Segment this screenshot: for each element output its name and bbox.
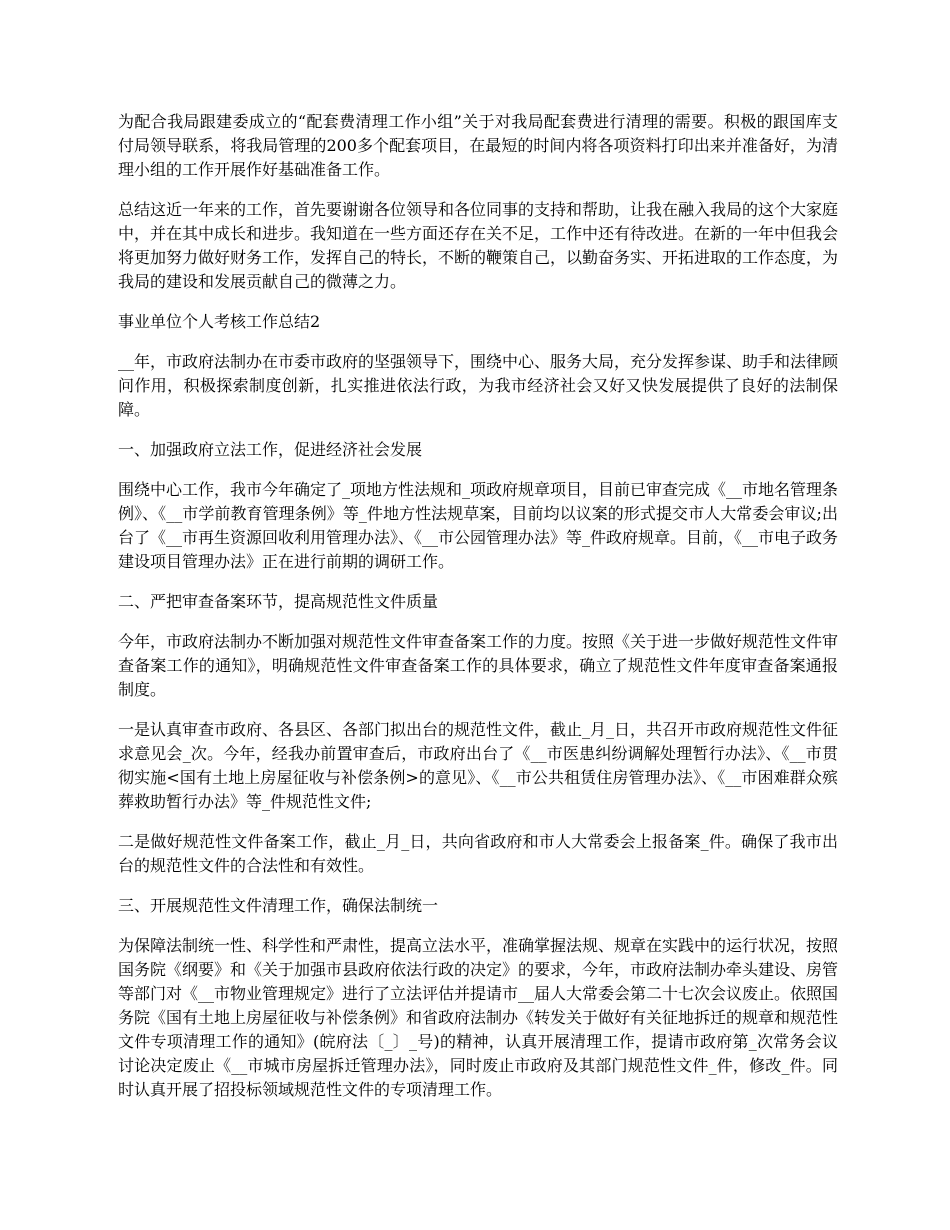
document-page <box>118 110 838 1118</box>
paragraph-cleanup: 为保障法制统一性、科学性和严肃性，提高立法水平，准确掌握法规、规章在实践中的运行状况，按照国务院《纲要》和《关于加强市县政府依法行政的决定》的要求，今年，市政府法制办牵头建设、房管等部门对《__市物业管理规定》进行了立法评估并提请市__届人大常委会第二十七次会议废止。依照国务院《国有土地上房屋征收与补偿条例》和省政府法制办《转发关于做好有关征地拆迁的规章和规范性文件专项清理工作的通知》(皖府法〔_〕_号)的精神，认真开展清理工作，提请市政府第_次常务会议讨论决定废止《__市城市房屋拆迁管理办法》，同时废止市政府及其部门规范性文件_件，修改_件。同时认真开展了招投标领域规范性文件的专项清理工作。 <box>118 936 839 1099</box>
paragraph-review-first: 一是认真审查市政府、各县区、各部门拟出台的规范性文件，截止_月_日，共召开市政府规范性文件征求意见会_次。今年，经我办前置审查后，市政府出台了《__市医患纠纷调解处理暂行办法》、《__市贯彻实施<国有土地上房屋征收与补偿条例>的意见》、《__市公共租赁住房管理办法》、《__市困难群众殡葬救助暂行办法》等_件规范性文件; <box>118 720 839 811</box>
heading-review-filing: 二、严把审查备案环节，提高规范性文件质量 <box>118 592 439 611</box>
paragraph-review-filing: 今年，市政府法制办不断加强对规范性文件审查备案工作的力度。按照《关于进一步做好规范性文件审查备案工作的通知》，明确规范性文件审查备案工作的具体要求，确立了规范性文件年度审查备案通报制度。 <box>118 632 839 699</box>
heading-cleanup: 三、开展规范性文件清理工作，确保法制统一 <box>118 896 439 915</box>
heading-legislation: 一、加强政府立法工作，促进经济社会发展 <box>118 440 423 459</box>
section-title: 事业单位个人考核工作总结2 <box>118 312 321 331</box>
paragraph-summary: 总结这近一年来的工作，首先要谢谢各位领导和各位同事的支持和帮助，让我在融入我局的这个大家庭中，并在其中成长和进步。我知道在一些方面还存在关不足，工作中还有待改进。在新的一年中但我会将更加努力做好财务工作，发挥自己的特长，不断的鞭策自己，以勤奋务实、开拓进取的工作态度，为我局的建设和发展贡献自己的微薄之力。 <box>118 200 839 291</box>
paragraph-review-second: 二是做好规范性文件备案工作，截止_月_日，共向省政府和市人大常委会上报备案_件。确保了我市出台的规范性文件的合法性和有效性。 <box>118 832 838 875</box>
paragraph-overview: __年，市政府法制办在市委市政府的坚强领导下，围绕中心、服务大局，充分发挥参谋、助手和法律顾问作用，积极探索制度创新，扎实推进依法行政，为我市经济社会又好又快发展提供了良好的法制保障。 <box>118 352 839 419</box>
paragraph-legislation: 围绕中心工作，我市今年确定了_项地方性法规和_项政府规章项目，目前已审查完成《__市地名管理条例》、《__市学前教育管理条例》等_件地方性法规草案，目前均以议案的形式提交市人大常委会审议;出台了《__市再生资源回收利用管理办法》、《__市公园管理办法》等_件政府规章。目前，《__市电子政务建设项目管理办法》正在进行前期的调研工作。 <box>118 480 839 571</box>
paragraph-intro-cleanup: 为配合我局跟建委成立的“配套费清理工作小组”关于对我局配套费进行清理的需要。积极的跟国库支付局领导联系，将我局管理的200多个配套项目，在最短的时间内将各项资料打印出来并准备好，为清理小组的工作开展作好基础准备工作。 <box>118 112 838 179</box>
